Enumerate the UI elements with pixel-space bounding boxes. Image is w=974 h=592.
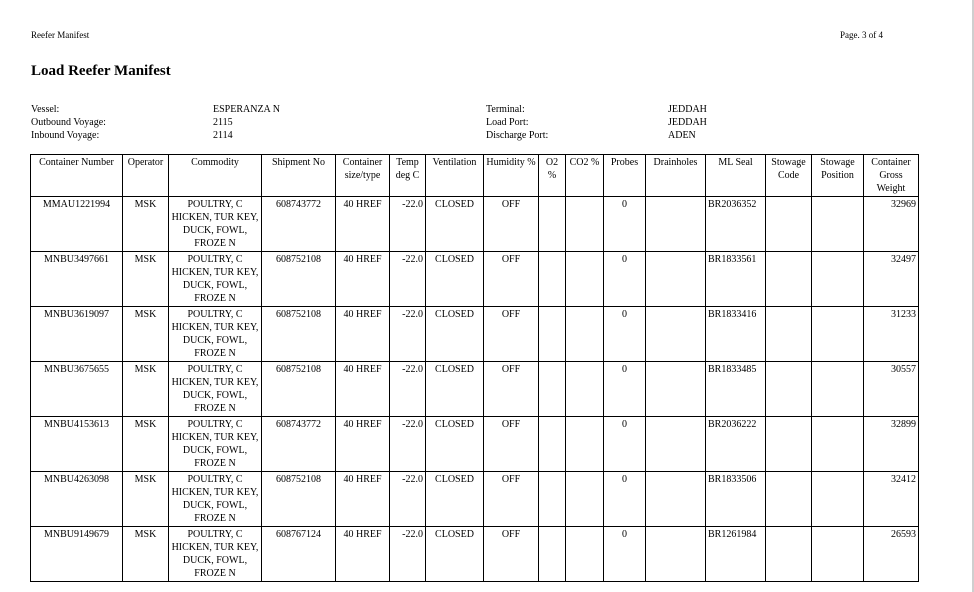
o2-cell — [539, 417, 566, 472]
ventilation-cell: CLOSED — [426, 527, 484, 582]
container-number-cell: MNBU9149679 — [31, 527, 123, 582]
column-header: Probes — [604, 155, 646, 197]
container-number-cell: MNBU3619097 — [31, 307, 123, 362]
table-row — [31, 362, 919, 417]
stowage-position-cell — [812, 197, 864, 252]
commodity-cell: POULTRY, C HICKEN, TUR KEY, DUCK, FOWL, FROZE N — [169, 417, 262, 472]
terminal-label: Terminal: — [486, 104, 525, 115]
stowage-position-cell — [812, 252, 864, 307]
column-header: Humidity % — [484, 155, 539, 197]
humidity-cell: OFF — [484, 307, 539, 362]
co2-cell — [566, 472, 604, 527]
drainholes-cell — [646, 252, 706, 307]
operator-cell: MSK — [123, 197, 169, 252]
stowage-code-cell — [766, 307, 812, 362]
stowage-code-cell — [766, 417, 812, 472]
shipment-no-cell: 608752108 — [262, 472, 336, 527]
drainholes-cell — [646, 527, 706, 582]
operator-cell: MSK — [123, 252, 169, 307]
temp-cell: -22.0 — [390, 307, 426, 362]
commodity-cell: POULTRY, C HICKEN, TUR KEY, DUCK, FOWL, FROZE N — [169, 252, 262, 307]
ml-seal-cell: BR1261984 — [706, 527, 766, 582]
discharge-port-label: Discharge Port: — [486, 130, 549, 141]
o2-cell — [539, 527, 566, 582]
shipment-no-cell: 608743772 — [262, 197, 336, 252]
co2-cell — [566, 527, 604, 582]
column-header: Stowage Code — [766, 155, 812, 197]
operator-cell: MSK — [123, 472, 169, 527]
shipment-no-cell: 608752108 — [262, 307, 336, 362]
column-header: Container Gross Weight — [864, 155, 919, 197]
stowage-code-cell — [766, 197, 812, 252]
o2-cell — [539, 252, 566, 307]
outbound-voyage-label: Outbound Voyage: — [31, 117, 106, 128]
shipment-no-cell: 608752108 — [262, 252, 336, 307]
gross-weight-cell: 32412 — [864, 472, 919, 527]
container-number-cell: MNBU3497661 — [31, 252, 123, 307]
commodity-cell: POULTRY, C HICKEN, TUR KEY, DUCK, FOWL, FROZE N — [169, 307, 262, 362]
humidity-cell: OFF — [484, 362, 539, 417]
drainholes-cell — [646, 307, 706, 362]
container-number-cell: MNBU4153613 — [31, 417, 123, 472]
probes-cell: 0 — [604, 472, 646, 527]
table-row — [31, 197, 919, 252]
gross-weight-cell: 31233 — [864, 307, 919, 362]
stowage-position-cell — [812, 417, 864, 472]
probes-cell: 0 — [604, 197, 646, 252]
ventilation-cell: CLOSED — [426, 362, 484, 417]
temp-cell: -22.0 — [390, 472, 426, 527]
operator-cell: MSK — [123, 417, 169, 472]
gross-weight-cell: 26593 — [864, 527, 919, 582]
ventilation-cell: CLOSED — [426, 472, 484, 527]
co2-cell — [566, 252, 604, 307]
temp-cell: -22.0 — [390, 362, 426, 417]
temp-cell: -22.0 — [390, 417, 426, 472]
stowage-code-cell — [766, 252, 812, 307]
stowage-position-cell — [812, 472, 864, 527]
operator-cell: MSK — [123, 307, 169, 362]
vessel-label: Vessel: — [31, 104, 60, 115]
ventilation-cell: CLOSED — [426, 197, 484, 252]
column-header: Operator — [123, 155, 169, 197]
discharge-port-value: ADEN — [668, 130, 696, 141]
o2-cell — [539, 472, 566, 527]
probes-cell: 0 — [604, 252, 646, 307]
port-values — [668, 103, 707, 142]
vessel-value: ESPERANZA N — [213, 104, 280, 115]
column-header: ML Seal — [706, 155, 766, 197]
outbound-voyage-value: 2115 — [213, 117, 233, 128]
voyage-labels — [31, 103, 106, 142]
column-header: O2 % — [539, 155, 566, 197]
table-row — [31, 252, 919, 307]
inbound-voyage-value: 2114 — [213, 130, 233, 141]
container-number-cell: MMAU1221994 — [31, 197, 123, 252]
table-row — [31, 417, 919, 472]
column-header: Ventilation — [426, 155, 484, 197]
container-size-type-cell: 40 HREF — [336, 417, 390, 472]
column-header: CO2 % — [566, 155, 604, 197]
table-row — [31, 472, 919, 527]
ventilation-cell: CLOSED — [426, 307, 484, 362]
drainholes-cell — [646, 362, 706, 417]
column-header: Drainholes — [646, 155, 706, 197]
commodity-cell: POULTRY, C HICKEN, TUR KEY, DUCK, FOWL, FROZE N — [169, 362, 262, 417]
container-size-type-cell: 40 HREF — [336, 527, 390, 582]
humidity-cell: OFF — [484, 252, 539, 307]
table-row — [31, 307, 919, 362]
humidity-cell: OFF — [484, 197, 539, 252]
column-header: Container Number — [31, 155, 123, 197]
shipment-no-cell: 608752108 — [262, 362, 336, 417]
page-number: Page. 3 of 4 — [840, 30, 883, 40]
humidity-cell: OFF — [484, 417, 539, 472]
port-labels — [486, 103, 548, 142]
probes-cell: 0 — [604, 362, 646, 417]
inbound-voyage-label: Inbound Voyage: — [31, 130, 100, 141]
co2-cell — [566, 417, 604, 472]
page-title: Load Reefer Manifest — [31, 63, 171, 79]
load-port-label: Load Port: — [486, 117, 529, 128]
container-size-type-cell: 40 HREF — [336, 307, 390, 362]
drainholes-cell — [646, 472, 706, 527]
column-header: Shipment No — [262, 155, 336, 197]
commodity-cell: POULTRY, C HICKEN, TUR KEY, DUCK, FOWL, FROZE N — [169, 527, 262, 582]
co2-cell — [566, 362, 604, 417]
container-size-type-cell: 40 HREF — [336, 252, 390, 307]
gross-weight-cell: 30557 — [864, 362, 919, 417]
gross-weight-cell: 32497 — [864, 252, 919, 307]
gross-weight-cell: 32899 — [864, 417, 919, 472]
gross-weight-cell: 32969 — [864, 197, 919, 252]
load-port-value: JEDDAH — [668, 117, 707, 128]
container-size-type-cell: 40 HREF — [336, 472, 390, 527]
operator-cell: MSK — [123, 362, 169, 417]
ml-seal-cell: BR2036352 — [706, 197, 766, 252]
column-header: Stowage Position — [812, 155, 864, 197]
ml-seal-cell: BR1833561 — [706, 252, 766, 307]
humidity-cell: OFF — [484, 527, 539, 582]
commodity-cell: POULTRY, C HICKEN, TUR KEY, DUCK, FOWL, FROZE N — [169, 197, 262, 252]
stowage-position-cell — [812, 362, 864, 417]
drainholes-cell — [646, 417, 706, 472]
stowage-code-cell — [766, 472, 812, 527]
stowage-code-cell — [766, 362, 812, 417]
probes-cell: 0 — [604, 417, 646, 472]
shipment-no-cell: 608743772 — [262, 417, 336, 472]
column-header: Container size/type — [336, 155, 390, 197]
reefer-manifest-table — [30, 154, 919, 582]
container-number-cell: MNBU4263098 — [31, 472, 123, 527]
container-number-cell: MNBU3675655 — [31, 362, 123, 417]
co2-cell — [566, 307, 604, 362]
o2-cell — [539, 362, 566, 417]
container-size-type-cell: 40 HREF — [336, 197, 390, 252]
ml-seal-cell: BR1833485 — [706, 362, 766, 417]
column-header: Temp deg C — [390, 155, 426, 197]
o2-cell — [539, 197, 566, 252]
temp-cell: -22.0 — [390, 527, 426, 582]
terminal-value: JEDDAH — [668, 104, 707, 115]
ml-seal-cell: BR2036222 — [706, 417, 766, 472]
ventilation-cell: CLOSED — [426, 252, 484, 307]
stowage-code-cell — [766, 527, 812, 582]
drainholes-cell — [646, 197, 706, 252]
ventilation-cell: CLOSED — [426, 417, 484, 472]
voyage-values — [213, 103, 280, 142]
temp-cell: -22.0 — [390, 252, 426, 307]
stowage-position-cell — [812, 527, 864, 582]
ml-seal-cell: BR1833416 — [706, 307, 766, 362]
document-name: Reefer Manifest — [31, 30, 90, 40]
header-row — [31, 155, 919, 197]
table-body — [31, 197, 919, 582]
probes-cell: 0 — [604, 307, 646, 362]
stowage-position-cell — [812, 307, 864, 362]
co2-cell — [566, 197, 604, 252]
table-row — [31, 527, 919, 582]
probes-cell: 0 — [604, 527, 646, 582]
column-header: Commodity — [169, 155, 262, 197]
container-size-type-cell: 40 HREF — [336, 362, 390, 417]
table-header — [31, 155, 919, 197]
ml-seal-cell: BR1833506 — [706, 472, 766, 527]
commodity-cell: POULTRY, C HICKEN, TUR KEY, DUCK, FOWL, FROZE N — [169, 472, 262, 527]
humidity-cell: OFF — [484, 472, 539, 527]
temp-cell: -22.0 — [390, 197, 426, 252]
shipment-no-cell: 608767124 — [262, 527, 336, 582]
operator-cell: MSK — [123, 527, 169, 582]
o2-cell — [539, 307, 566, 362]
